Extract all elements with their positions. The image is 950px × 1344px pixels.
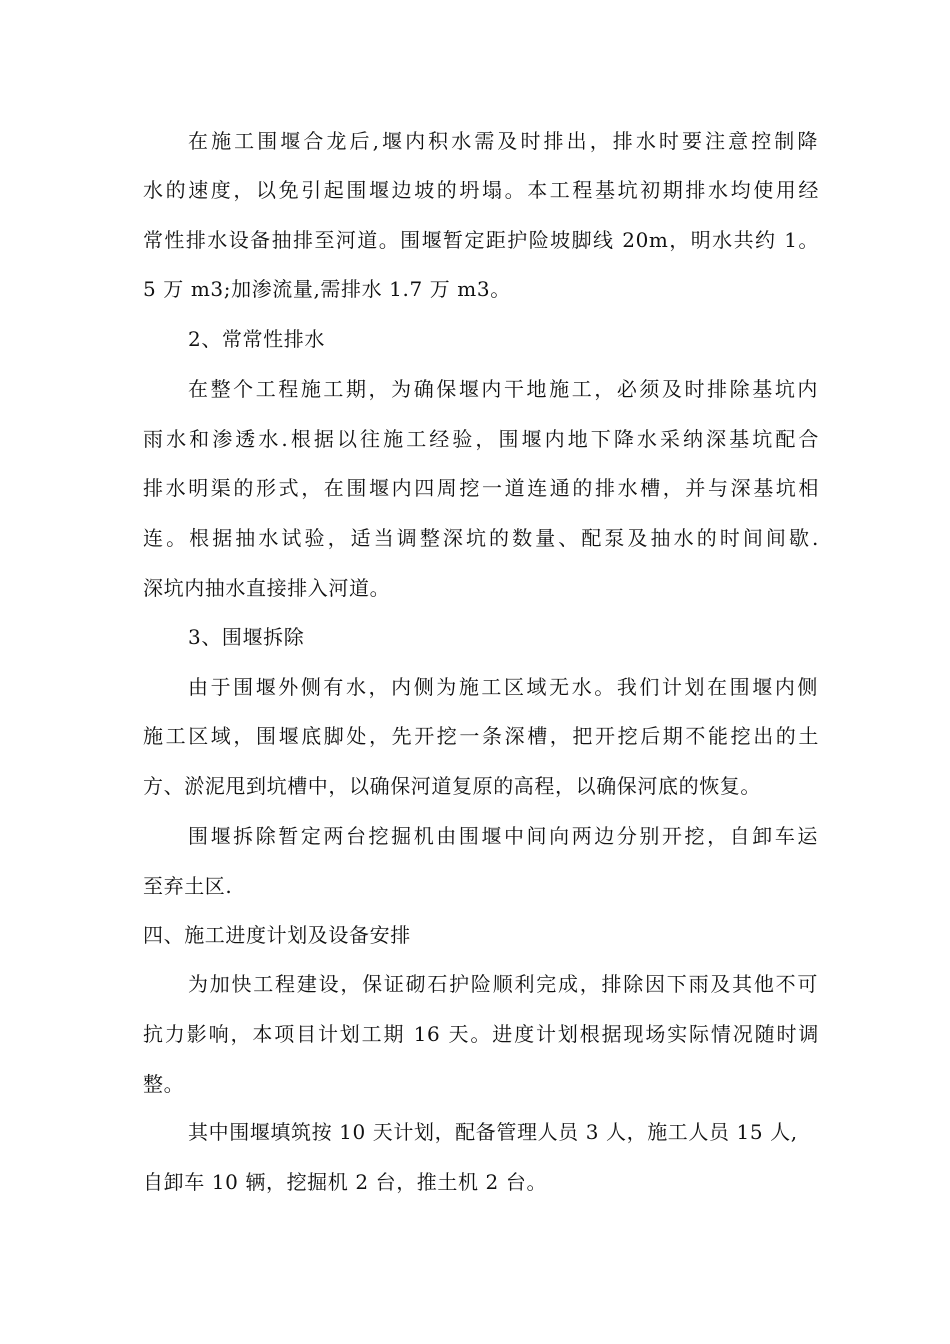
text-line-18: 为加快工程建设，保证砌石护险顺利完成，排除因下雨及其他不可 <box>188 972 818 996</box>
text-line-10: 深坑内抽水直接排入河道。 <box>143 576 391 600</box>
text-line-8: 排水明渠的形式，在围堰内四周挖一道连通的排水槽，并与深基坑相 <box>143 476 819 500</box>
heading-2: 2、常常性排水 <box>188 327 325 351</box>
text-line-16: 至弃土区. <box>143 874 233 898</box>
heading-3: 3、围堰拆除 <box>188 625 305 649</box>
section-heading-4: 四、施工进度计划及设备安排 <box>143 923 411 947</box>
text-line-2: 水的速度，以免引起围堰边坡的坍塌。本工程基坑初期排水均使用经 <box>143 178 819 202</box>
text-line-1: 在施工围堰合龙后,堰内积水需及时排出，排水时要注意控制降 <box>188 129 818 153</box>
text-line-21: 其中围堰填筑按 10 天计划，配备管理人员 3 人，施工人员 15 人, <box>188 1120 798 1144</box>
text-line-14: 方、淤泥甩到坑槽中，以确保河道复原的高程，以确保河底的恢复。 <box>143 774 761 798</box>
text-line-6: 在整个工程施工期，为确保堰内干地施工，必须及时排除基坑内 <box>188 377 818 401</box>
text-line-12: 由于围堰外侧有水，内侧为施工区域无水。我们计划在围堰内侧 <box>188 675 818 699</box>
text-line-4: 5 万 m3;加渗流量,需排水 1.7 万 m3。 <box>143 277 511 301</box>
text-line-15: 围堰拆除暂定两台挖掘机由围堰中间向两边分别开挖，自卸车运 <box>188 824 818 848</box>
text-line-13: 施工区域，围堰底脚处，先开挖一条深槽，把开挖后期不能挖出的土 <box>143 724 819 748</box>
text-line-19: 抗力影响，本项目计划工期 16 天。进度计划根据现场实际情况随时调 <box>143 1022 819 1046</box>
text-line-9: 连。根据抽水试验，适当调整深坑的数量、配泵及抽水的时间间歇. <box>143 526 819 550</box>
text-line-20: 整。 <box>143 1072 185 1096</box>
text-line-22: 自卸车 10 辆，挖掘机 2 台，推土机 2 台。 <box>143 1170 548 1194</box>
text-line-7: 雨水和渗透水.根据以往施工经验，围堰内地下降水采纳深基坑配合 <box>143 427 819 451</box>
text-line-3: 常性排水设备抽排至河道。围堰暂定距护险坡脚线 20m，明水共约 1。 <box>143 228 819 252</box>
